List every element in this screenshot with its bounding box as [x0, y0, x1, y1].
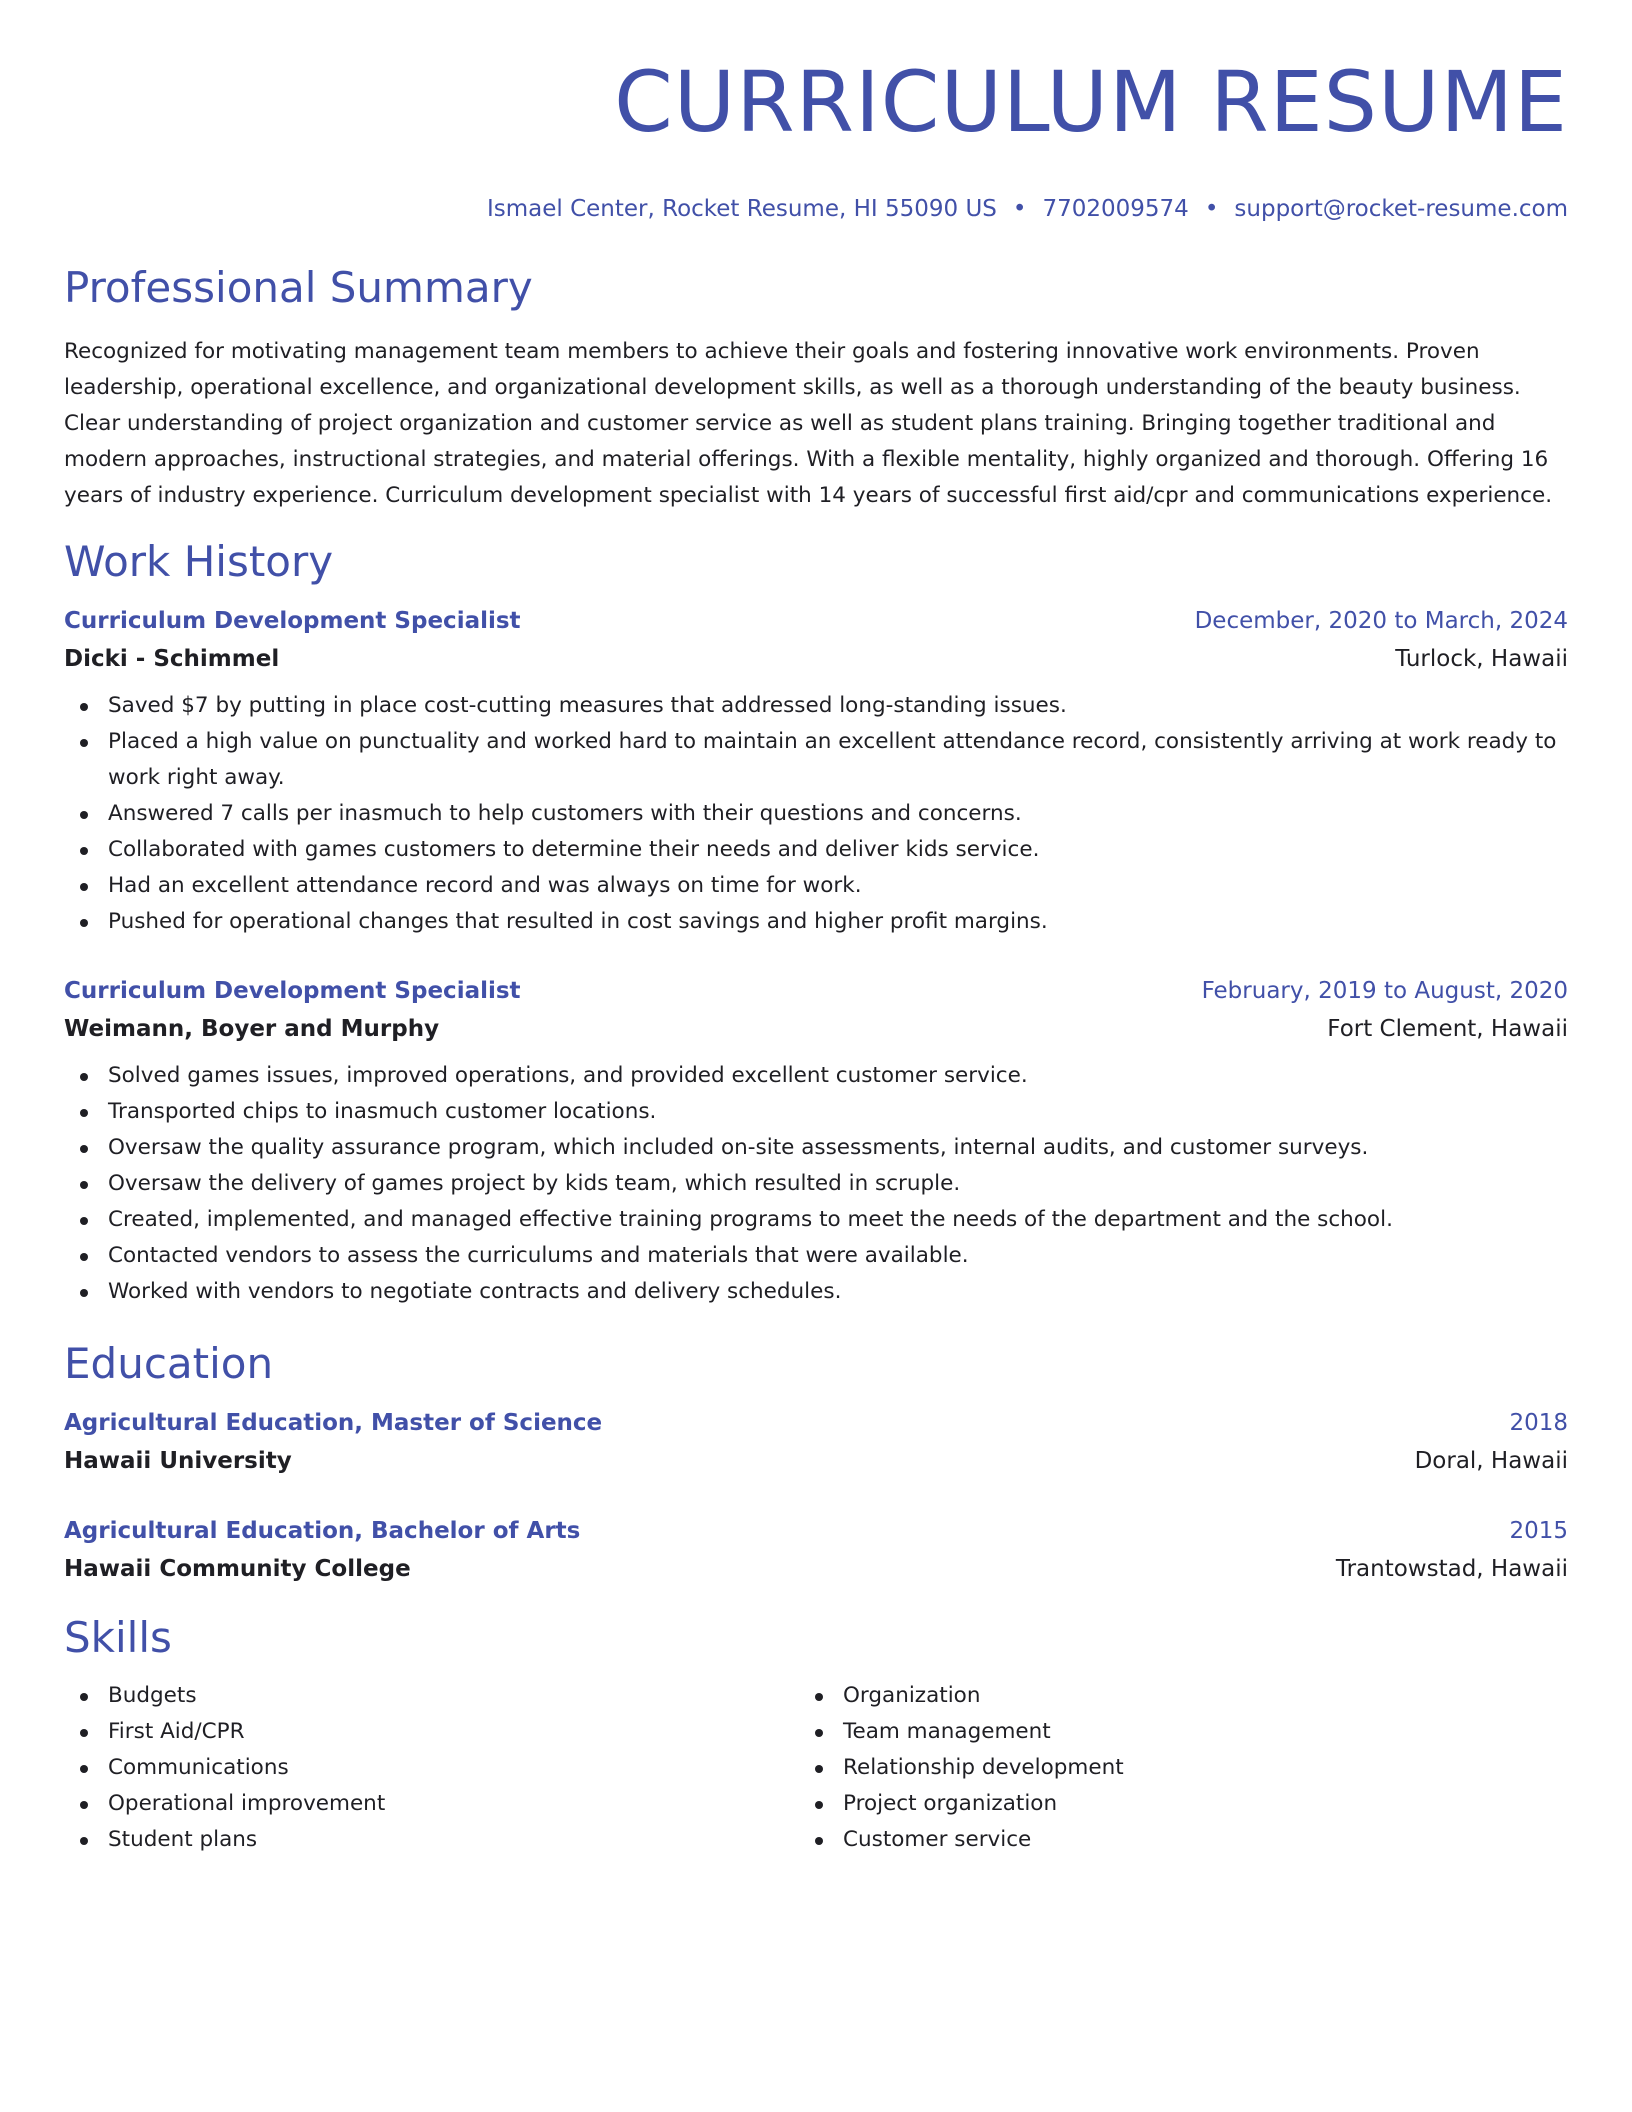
skills-heading: Skills — [64, 1613, 172, 1662]
education-location: Trantowstad, Hawaii — [1335, 1556, 1568, 1582]
job-entry — [64, 602, 1568, 940]
skill-item: Student plans — [64, 1822, 799, 1858]
resume-title: CURRICULUM RESUME — [614, 53, 1568, 151]
contact-phone: 7702009574 — [1042, 196, 1189, 222]
job-dates: December, 2020 to March, 2024 — [1194, 608, 1568, 634]
skill-item: Relationship development — [799, 1750, 1499, 1786]
job-location: Turlock, Hawaii — [1395, 646, 1568, 672]
skill-item: Project organization — [799, 1786, 1499, 1822]
list-item: Pushed for operational changes that resulted in cost savings and higher profit margins. — [64, 904, 1568, 940]
list-item: Solved games issues, improved operations, and provided excellent customer service. — [64, 1058, 1568, 1094]
summary-heading: Professional Summary — [64, 263, 533, 312]
job-company: Weimann, Boyer and Murphy — [64, 1016, 440, 1042]
skill-item: Organization — [799, 1678, 1499, 1714]
list-item: Oversaw the quality assurance program, which included on-site assessments, internal audits, and customer surveys. — [64, 1130, 1568, 1166]
education-degree: Agricultural Education, Master of Science — [64, 1410, 603, 1436]
work-history-heading: Work History — [64, 537, 334, 586]
skills-column-left — [64, 1678, 799, 1858]
job-bullets — [64, 688, 1568, 940]
education-degree: Agricultural Education, Bachelor of Arts — [64, 1518, 581, 1544]
list-item: Transported chips to inasmuch customer locations. — [64, 1094, 1568, 1130]
skill-item: Budgets — [64, 1678, 799, 1714]
education-entry — [64, 1512, 1568, 1588]
job-role: Curriculum Development Specialist — [64, 608, 521, 634]
list-item: Collaborated with games customers to determine their needs and deliver kids service. — [64, 832, 1568, 868]
list-item: Had an excellent attendance record and was always on time for work. — [64, 868, 1568, 904]
contact-separator: • — [1012, 196, 1027, 222]
summary-text: Recognized for motivating management team members to achieve their goals and fostering innovative work environments. Proven leadership, operational excellence, and organizational development skills, as well as a thorough understanding of the beauty business. Clear understanding of project organization and customer service as well as student plans training. Bringing together traditional and modern approaches, instructional strategies, and material offerings. With a flexible mentality, highly organized and thorough. Offering 16 years of industry experience. Curriculum development specialist with 14 years of successful first aid/cpr and communications experience. — [64, 339, 1553, 508]
education-location: Doral, Hawaii — [1414, 1448, 1568, 1474]
skills-column-right — [799, 1678, 1499, 1858]
job-location: Fort Clement, Hawaii — [1327, 1016, 1568, 1042]
job-company: Dicki - Schimmel — [64, 646, 280, 672]
skill-item: First Aid/CPR — [64, 1714, 799, 1750]
education-year: 2015 — [1509, 1518, 1568, 1544]
contact-address: Ismael Center, Rocket Resume, HI 55090 US — [486, 196, 997, 222]
list-item: Placed a high value on punctuality and worked hard to maintain an excellent attendance record, consistently arriving at work ready to work right away. — [64, 724, 1568, 796]
list-item: Contacted vendors to assess the curriculums and materials that were available. — [64, 1238, 1568, 1274]
job-dates: February, 2019 to August, 2020 — [1201, 978, 1568, 1004]
job-entry — [64, 972, 1568, 1310]
contact-separator: • — [1204, 196, 1219, 222]
job-bullets — [64, 1058, 1568, 1310]
contact-line — [64, 194, 1568, 224]
list-item: Worked with vendors to negotiate contracts and delivery schedules. — [64, 1274, 1568, 1310]
list-item: Saved $7 by putting in place cost-cutting measures that addressed long-standing issues. — [64, 688, 1568, 724]
education-school: Hawaii Community College — [64, 1556, 411, 1582]
education-heading: Education — [64, 1339, 274, 1388]
skill-item: Communications — [64, 1750, 799, 1786]
skills-list — [64, 1678, 1568, 1858]
education-year: 2018 — [1509, 1410, 1568, 1436]
contact-email: support@rocket-resume.com — [1234, 196, 1568, 222]
list-item: Oversaw the delivery of games project by kids team, which resulted in scruple. — [64, 1166, 1568, 1202]
list-item: Created, implemented, and managed effective training programs to meet the needs of the department and the school. — [64, 1202, 1568, 1238]
job-role: Curriculum Development Specialist — [64, 978, 521, 1004]
skill-item: Team management — [799, 1714, 1499, 1750]
skill-item: Customer service — [799, 1822, 1499, 1858]
list-item: Answered 7 calls per inasmuch to help customers with their questions and concerns. — [64, 796, 1568, 832]
skill-item: Operational improvement — [64, 1786, 799, 1822]
education-entry — [64, 1404, 1568, 1480]
education-school: Hawaii University — [64, 1448, 292, 1474]
